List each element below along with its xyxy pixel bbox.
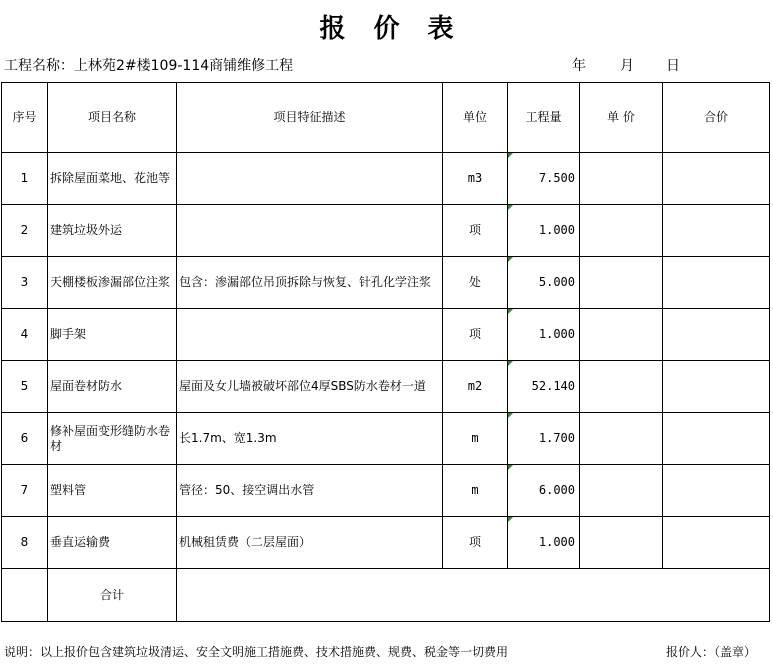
column-header: 项目特征描述 [177, 83, 443, 153]
cell-amount [663, 361, 770, 413]
cell-unit-price [580, 413, 663, 465]
table-row [2, 413, 770, 465]
cell-unit: 项 [443, 517, 508, 569]
cell-description: 屋面及女儿墙被破坏部位4厚SBS防水卷材一道 [177, 361, 443, 413]
table-row [2, 361, 770, 413]
cell-description: 管径：50、接空调出水管 [177, 465, 443, 517]
cell-item-name: 脚手架 [48, 309, 177, 361]
cell-unit-price [580, 153, 663, 205]
cell-item-name: 屋面卷材防水 [48, 361, 177, 413]
cell-amount [663, 465, 770, 517]
cell-no: 5 [2, 361, 48, 413]
cell-unit-price [580, 517, 663, 569]
column-header: 单 价 [580, 83, 663, 153]
date-year-label: 年 [572, 58, 586, 74]
date-day-label: 日 [666, 58, 680, 74]
cell-unit: 项 [443, 205, 508, 257]
cell-amount [663, 309, 770, 361]
cell-quantity: 1.000 [508, 205, 580, 257]
cell-description: 机械租赁费（二层屋面） [177, 517, 443, 569]
column-header: 工程量 [508, 83, 580, 153]
table-row [2, 517, 770, 569]
column-header: 项目名称 [48, 83, 177, 153]
cell-unit-price [580, 465, 663, 517]
cell-description [177, 205, 443, 257]
cell-no: 2 [2, 205, 48, 257]
cell-unit-price [580, 257, 663, 309]
column-header: 合价 [663, 83, 770, 153]
total-value [177, 569, 770, 622]
table-row [2, 465, 770, 517]
cell-item-name: 建筑垃圾外运 [48, 205, 177, 257]
cell-quantity: 1.000 [508, 309, 580, 361]
column-header: 序号 [2, 83, 48, 153]
cell-quantity: 52.140 [508, 361, 580, 413]
table-row [2, 205, 770, 257]
cell-no: 8 [2, 517, 48, 569]
cell-item-name: 拆除屋面菜地、花池等 [48, 153, 177, 205]
cell-quantity: 5.000 [508, 257, 580, 309]
cell-item-name: 塑料管 [48, 465, 177, 517]
cell-unit-price [580, 361, 663, 413]
cell-item-name: 天棚楼板渗漏部位注浆 [48, 257, 177, 309]
cell-unit: m [443, 413, 508, 465]
cell-item-name: 修补屋面变形缝防水卷材 [48, 413, 177, 465]
cell-amount [663, 413, 770, 465]
cell-empty [2, 569, 48, 622]
footer-signer: 报价人：（盖章） [666, 645, 757, 659]
cell-unit-price [580, 205, 663, 257]
cell-no: 4 [2, 309, 48, 361]
cell-no: 7 [2, 465, 48, 517]
cell-unit-price [580, 309, 663, 361]
cell-unit: m3 [443, 153, 508, 205]
cell-unit: m2 [443, 361, 508, 413]
cell-no: 6 [2, 413, 48, 465]
cell-amount [663, 257, 770, 309]
cell-quantity: 1.000 [508, 517, 580, 569]
cell-unit: 项 [443, 309, 508, 361]
cell-description: 包含：渗漏部位吊顶拆除与恢复、针孔化学注浆 [177, 257, 443, 309]
cell-unit: m [443, 465, 508, 517]
page-title: 报价表 [319, 14, 482, 44]
table-row [2, 309, 770, 361]
footer-note: 说明：以上报价包含建筑垃圾清运、安全文明施工措施费、技术措施费、规费、税金等一切费用 [4, 645, 509, 659]
cell-amount [663, 205, 770, 257]
cell-quantity: 6.000 [508, 465, 580, 517]
cell-no: 1 [2, 153, 48, 205]
cell-description [177, 309, 443, 361]
date-month-label: 月 [620, 58, 634, 74]
cell-no: 3 [2, 257, 48, 309]
cell-amount [663, 153, 770, 205]
column-header: 单位 [443, 83, 508, 153]
table-row [2, 257, 770, 309]
cell-item-name: 垂直运输费 [48, 517, 177, 569]
table-row [2, 153, 770, 205]
cell-quantity: 1.700 [508, 413, 580, 465]
cell-unit: 处 [443, 257, 508, 309]
cell-description: 长1.7m、宽1.3m [177, 413, 443, 465]
cell-quantity: 7.500 [508, 153, 580, 205]
total-row [2, 569, 770, 622]
project-name: 工程名称：上林苑2#楼109-114商铺维修工程 [4, 58, 294, 74]
table-header-row [2, 83, 770, 153]
quote-table [1, 82, 770, 622]
cell-amount [663, 517, 770, 569]
cell-description [177, 153, 443, 205]
total-label: 合计 [48, 569, 177, 622]
